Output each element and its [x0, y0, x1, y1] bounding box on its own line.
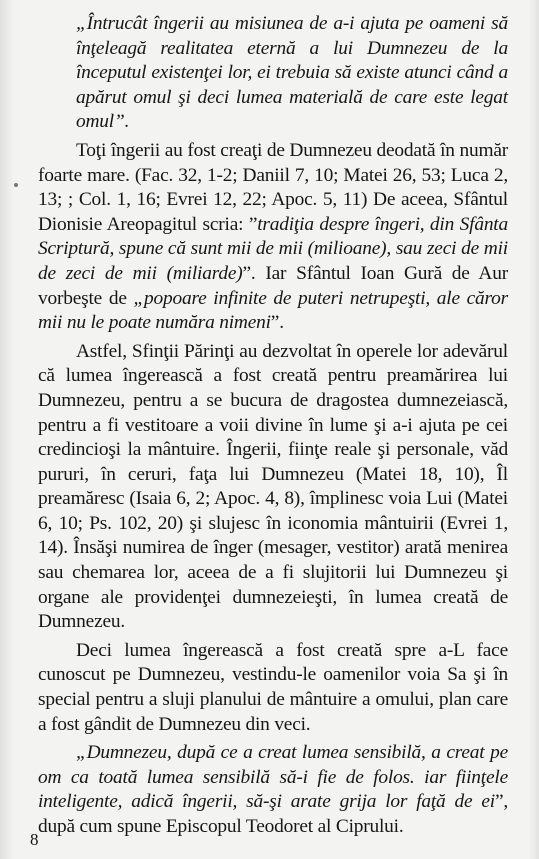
- text-column: [38, 12, 508, 840]
- page-edge-shadow-right: [529, 0, 539, 859]
- angels-creation-text-1: Toţi îngerii au fost creaţi de Dumnezeu deodată în număr foarte mare. (Fac. 32, 1-2; Daniil 7, 10; Matei 26, 53; Luca 2, 13; ; Col. 1, 16; Evrei 12, 22; Apoc. 5, 11) De aceea, Sfântul Dionisie Areopagitul scria: ”: [38, 139, 508, 235]
- holy-fathers-paragraph: Astfel, Sfinţii Părinţi au dezvoltat în operele lor adevărul că lumea îngerească a fost creată pentru preamărirea lui Dumnezeu, pentru a se bucura de dragostea dumnezeiască, pentru a fi vestitoare a voii divine în lume şi a-i ajuta pe cei credincioşi la mântuire. Îngerii, fiinţe reale şi personale, văd pururi, în ceruri, faţa lui Dumnezeu (Matei 18, 10), Îl preamăresc (Isaia 6, 2; Apoc. 4, 8), împlinesc voia Lui (Matei 6, 10; Ps. 102, 20) şi slujesc în iconomia mântuirii (Evrei 1, 14). Însăşi numirea de înger (mesager, vestitor) arată menirea sau chemarea lor, aceea de a fi slujitorii lui Dumnezeu şi organe ale providenţei dumnezeieşti, în lumea creată de Dumnezeu.: [38, 340, 508, 633]
- print-speck: [14, 183, 18, 187]
- theodoret-paragraph: [38, 741, 508, 839]
- theodoret-quote: „Dumnezeu, după ce a creat lumea sensibilă, a creat pe om ca toată lumea sensibilă să-i fie de folos. iar fiinţele inteligente, adică îngerii, să-şi arate grija lor faţă de ei: [38, 742, 508, 813]
- angels-creation-paragraph: [38, 139, 508, 336]
- page-number: 8: [30, 830, 39, 849]
- theodoret-attribution: ”, după cum spune Episcopul Teodoret al Ciprului.: [38, 791, 508, 837]
- angels-creation-text-3: ”.: [270, 312, 284, 334]
- page-edge-shadow-left: [0, 0, 14, 859]
- opening-quote-text: „Întrucât îngerii au misiunea de a-i ajuta pe oameni să înţeleagă realitatea eternă a lui Dumnezeu de la începutul existenţei lor, ei trebuia să existe atunci când a apărut omul şi deci lumea materială de care este legat omul”.: [76, 13, 508, 133]
- angelic-world-purpose-paragraph: Deci lumea îngerească a fost creată spre a-L face cunoscut pe Dumnezeu, vestindu-le oamenilor voia Sa şi în special pentru a sluji planului de mântuire a omului, plan care a fost gândit de Dumnezeu din veci.: [38, 639, 508, 735]
- angels-creation-text-2: ”. Iar Sfântul Ioan Gură de Aur vorbeşte de: [38, 262, 508, 309]
- dionysius-quote: tradiţia despre îngeri, din Sfânta Scriptură, spune că sunt mii de mii (milioane), sau zeci de mii de zeci de mii (miliarde): [38, 213, 508, 284]
- chrysostom-quote: „popoare infinite de puteri netrupeşti, ale căror mii nu le poate număra nimeni: [38, 287, 508, 334]
- opening-quote-paragraph: [38, 12, 508, 135]
